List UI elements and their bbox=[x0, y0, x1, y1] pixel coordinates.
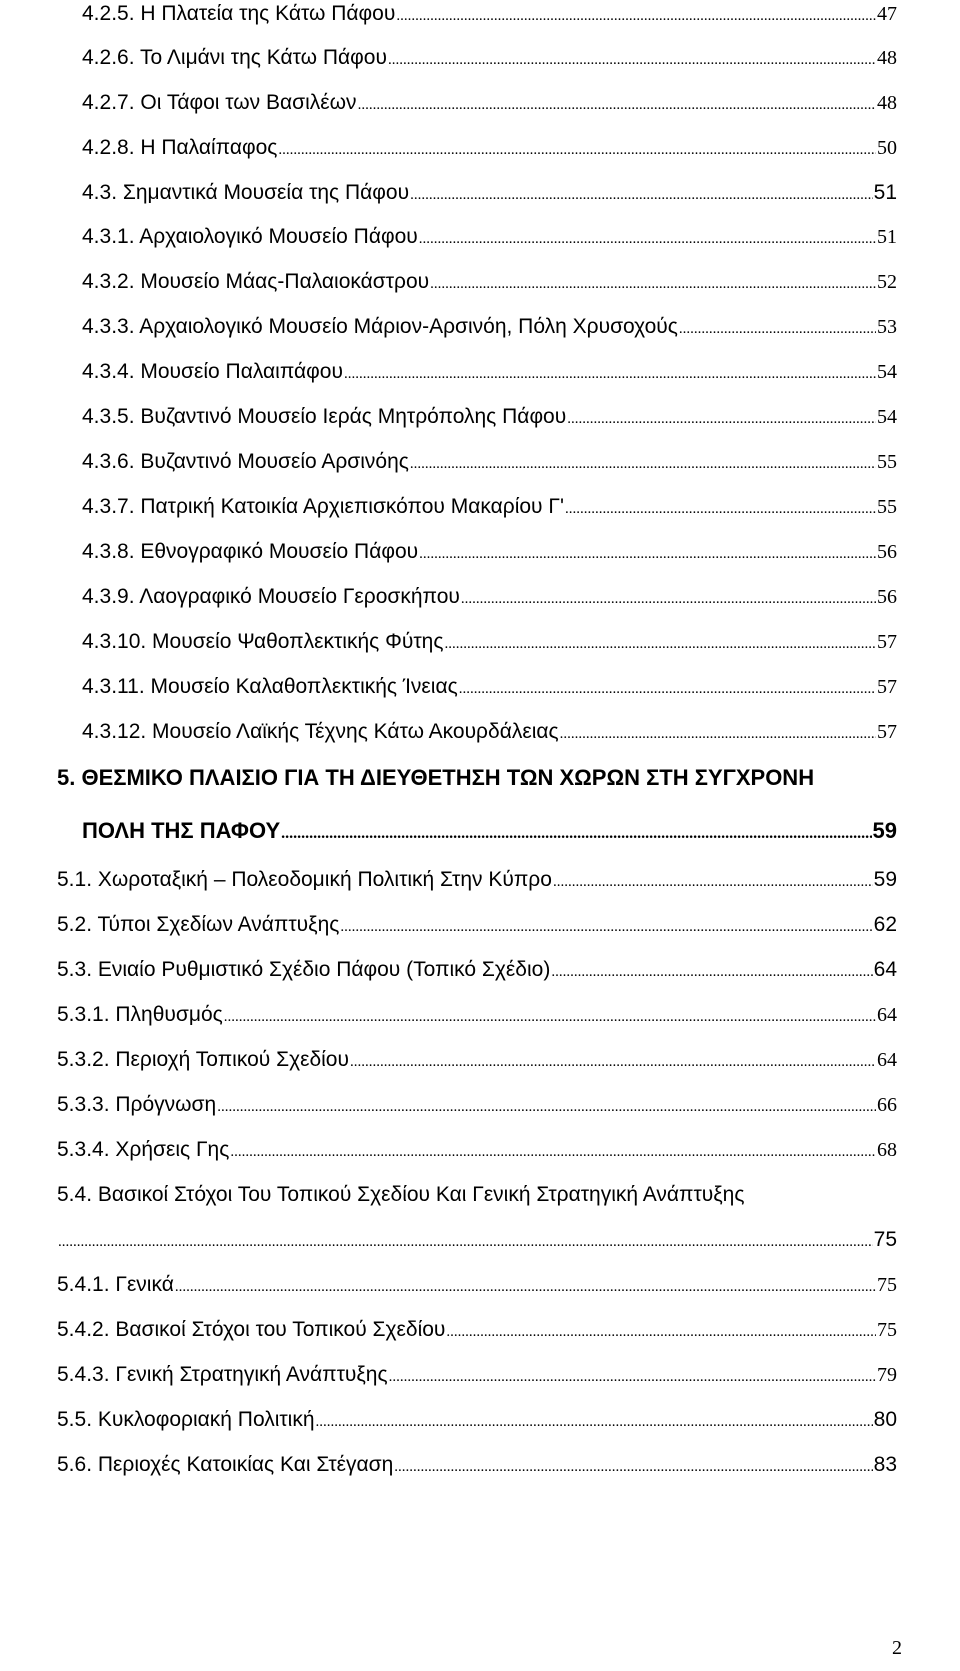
leader-dots bbox=[278, 142, 876, 159]
toc-entry-title: 4.3.1. Αρχαιολογικό Μουσείο Πάφου bbox=[82, 225, 418, 248]
toc-entry-page: 56 bbox=[877, 586, 897, 608]
toc-entry-title: 4.3.2. Μουσείο Μάας-Παλαιοκάστρου bbox=[82, 270, 430, 293]
toc-entry-title: 4.3.4. Μουσείο Παλαιπάφου bbox=[82, 360, 343, 383]
toc-entry-page: 83 bbox=[873, 1453, 897, 1476]
toc-entry bbox=[57, 1318, 897, 1342]
toc-entry-title: 4.2.5. Η Πλατεία της Κάτω Πάφου bbox=[82, 2, 396, 25]
toc-entry bbox=[57, 868, 897, 892]
leader-dots bbox=[565, 501, 876, 518]
toc-entry-page: 56 bbox=[877, 541, 897, 563]
toc-entry-page: 59 bbox=[872, 818, 897, 843]
toc-entry-page: 57 bbox=[877, 631, 897, 653]
toc-entry-title: 5.3. Ενιαίο Ρυθμιστικό Σχέδιο Πάφου (Τοπικό Σχέδιο) bbox=[57, 958, 551, 981]
toc-entry-title: 4.2.8. Η Παλαίπαφος bbox=[82, 136, 278, 159]
toc-entry bbox=[82, 495, 897, 519]
toc-entry bbox=[82, 405, 897, 429]
toc-entry bbox=[82, 720, 897, 744]
toc-entry-page: 57 bbox=[877, 676, 897, 698]
toc-entry bbox=[57, 1408, 897, 1432]
toc-entry-title: 5.4.2. Βασικοί Στόχοι του Τοπικού Σχεδίου bbox=[57, 1318, 446, 1341]
toc-entry bbox=[82, 315, 897, 339]
toc-entry-title: 5.1. Χωροταξική – Πολεοδομική Πολιτική Στην Κύπρο bbox=[57, 868, 552, 891]
toc-entry-title: 4.2.6. Το Λιμάνι της Κάτω Πάφου bbox=[82, 46, 387, 69]
toc-entry-title: 4.3.6. Βυζαντινό Μουσείο Αρσινόης bbox=[82, 450, 409, 473]
toc-entry bbox=[82, 270, 897, 294]
toc-entry-title: 5.3.4. Χρήσεις Γης bbox=[57, 1138, 230, 1161]
toc-entry-title: 4.3.7. Πατρική Κατοικία Αρχιεπισκόπου Μακαρίου Γ' bbox=[82, 495, 564, 518]
toc-entry bbox=[57, 1228, 897, 1252]
leader-dots bbox=[446, 1324, 876, 1341]
toc-entry bbox=[82, 91, 897, 115]
leader-dots bbox=[394, 1459, 872, 1476]
leader-dots bbox=[444, 636, 876, 653]
toc-entry-page: 50 bbox=[877, 137, 897, 159]
leader-dots bbox=[396, 8, 876, 25]
toc-entry-page: 64 bbox=[873, 958, 897, 981]
toc-entry-page: 47 bbox=[877, 3, 897, 25]
toc-entry-page: 52 bbox=[877, 271, 897, 293]
toc-entry-title: 4.3.5. Βυζαντινό Μουσείο Ιεράς Μητρόπολης Πάφου bbox=[82, 405, 567, 428]
toc-entry-page: 64 bbox=[877, 1004, 897, 1026]
toc-entry bbox=[57, 1363, 897, 1387]
toc-entry-title: 4.3. Σημαντικά Μουσεία της Πάφου bbox=[82, 181, 410, 204]
section-5-4-heading: 5.4. Βασικοί Στόχοι Του Τοπικού Σχεδίου Και Γενική Στρατηγική Ανάπτυξης bbox=[57, 1183, 745, 1206]
toc-entry bbox=[82, 630, 897, 654]
toc-entry-title: ΠΟΛΗ ΤΗΣ ΠΑΦΟΥ bbox=[82, 818, 281, 843]
toc-entry bbox=[82, 818, 897, 844]
toc-entry-page: 48 bbox=[877, 92, 897, 114]
toc-entry bbox=[57, 1138, 897, 1162]
toc-entry-title: 4.3.3. Αρχαιολογικό Μουσείο Μάριον-Αρσινόη, Πόλη Χρυσοχούς bbox=[82, 315, 678, 338]
leader-dots bbox=[217, 1099, 876, 1116]
leader-dots bbox=[230, 1144, 876, 1161]
toc-entry-page: 68 bbox=[877, 1139, 897, 1161]
toc-entry-page: 59 bbox=[873, 868, 897, 891]
toc-entry-page: 55 bbox=[877, 496, 897, 518]
toc-entry bbox=[82, 450, 897, 474]
toc-entry-page: 75 bbox=[877, 1319, 897, 1341]
leader-dots bbox=[58, 1234, 873, 1251]
toc-entry bbox=[57, 1093, 897, 1117]
toc-entry bbox=[57, 913, 897, 937]
toc-entry bbox=[57, 958, 897, 982]
chapter-5-heading: 5. ΘΕΣΜΙΚΟ ΠΛΑΙΣΙΟ ΓΙΑ ΤΗ ΔΙΕΥΘΕΤΗΣΗ ΤΩΝ ΧΩΡΩΝ ΣΤΗ ΣΥΓΧΡΟΝΗ bbox=[57, 765, 815, 790]
toc-entry-title: 5.2. Τύποι Σχεδίων Ανάπτυξης bbox=[57, 913, 340, 936]
leader-dots bbox=[679, 321, 876, 338]
leader-dots bbox=[389, 1369, 876, 1386]
toc-entry-page: 57 bbox=[877, 721, 897, 743]
toc-entry-page: 80 bbox=[873, 1408, 897, 1431]
toc-entry-page: 54 bbox=[877, 406, 897, 428]
toc-entry bbox=[82, 360, 897, 384]
toc-entry bbox=[57, 1453, 897, 1477]
toc-entry-title: 4.3.10. Μουσείο Ψαθοπλεκτικής Φύτης bbox=[82, 630, 444, 653]
toc-entry bbox=[57, 1273, 897, 1297]
leader-dots bbox=[175, 1279, 876, 1296]
leader-dots bbox=[419, 231, 876, 248]
leader-dots bbox=[567, 411, 876, 428]
toc-entry-title: 5.3.2. Περιοχή Τοπικού Σχεδίου bbox=[57, 1048, 349, 1071]
leader-dots bbox=[350, 1054, 876, 1071]
toc-entry-title: 5.5. Κυκλοφοριακή Πολιτική bbox=[57, 1408, 315, 1431]
toc-entry-title: 5.3.1. Πληθυσμός bbox=[57, 1003, 223, 1026]
leader-dots bbox=[461, 591, 876, 608]
toc-entry-title: 4.3.9. Λαογραφικό Μουσείο Γεροσκήπου bbox=[82, 585, 460, 608]
toc-entry bbox=[82, 2, 897, 26]
leader-dots bbox=[410, 187, 873, 204]
toc-entry-title: 4.3.11. Μουσείο Καλαθοπλεκτικής Ίνειας bbox=[82, 675, 458, 698]
leader-dots bbox=[419, 546, 876, 563]
page-number: 2 bbox=[892, 1637, 902, 1659]
toc-entry bbox=[82, 675, 897, 699]
leader-dots bbox=[388, 52, 876, 69]
toc-entry bbox=[82, 46, 897, 70]
toc-entry bbox=[82, 585, 897, 609]
toc-entry-page: 51 bbox=[877, 226, 897, 248]
toc-entry-title: 4.2.7. Οι Τάφοι των Βασιλέων bbox=[82, 91, 357, 114]
leader-dots bbox=[224, 1009, 876, 1026]
leader-dots bbox=[551, 964, 872, 981]
toc-entry-title: 5.6. Περιοχές Κατοικίας Και Στέγαση bbox=[57, 1453, 394, 1476]
leader-dots bbox=[316, 1414, 873, 1431]
toc-entry-page: 62 bbox=[873, 913, 897, 936]
leader-dots bbox=[358, 97, 876, 114]
toc-entry-title: 4.3.12. Μουσείο Λαϊκής Τέχνης Κάτω Ακουρδάλειας bbox=[82, 720, 559, 743]
toc-entry bbox=[82, 181, 897, 205]
toc-entry-page: 55 bbox=[877, 451, 897, 473]
toc-entry-page: 48 bbox=[877, 47, 897, 69]
toc-entry bbox=[57, 1048, 897, 1072]
toc-entry-page: 51 bbox=[873, 181, 897, 204]
leader-dots bbox=[560, 726, 876, 743]
toc-entry bbox=[82, 540, 897, 564]
toc-entry-page: 75 bbox=[877, 1274, 897, 1296]
toc-entry bbox=[82, 136, 897, 160]
leader-dots bbox=[281, 825, 871, 843]
toc-entry-title: 5.4.1. Γενικά bbox=[57, 1273, 174, 1296]
toc-entry bbox=[57, 1003, 897, 1027]
toc-entry-page: 66 bbox=[877, 1094, 897, 1116]
leader-dots bbox=[344, 366, 876, 383]
toc-entry-page: 75 bbox=[873, 1228, 897, 1251]
leader-dots bbox=[459, 681, 876, 698]
leader-dots bbox=[430, 276, 876, 293]
toc-entry-title: 4.3.8. Εθνογραφικό Μουσείο Πάφου bbox=[82, 540, 419, 563]
leader-dots bbox=[340, 919, 872, 936]
toc-entry-page: 54 bbox=[877, 361, 897, 383]
toc-entry-page: 53 bbox=[877, 316, 897, 338]
toc-entry-page: 79 bbox=[877, 1364, 897, 1386]
toc-entry-title: 5.3.3. Πρόγνωση bbox=[57, 1093, 217, 1116]
leader-dots bbox=[553, 874, 873, 891]
leader-dots bbox=[410, 456, 876, 473]
toc-entry-page: 64 bbox=[877, 1049, 897, 1071]
toc-entry bbox=[82, 225, 897, 249]
toc-entry-title: 5.4.3. Γενική Στρατηγική Ανάπτυξης bbox=[57, 1363, 388, 1386]
